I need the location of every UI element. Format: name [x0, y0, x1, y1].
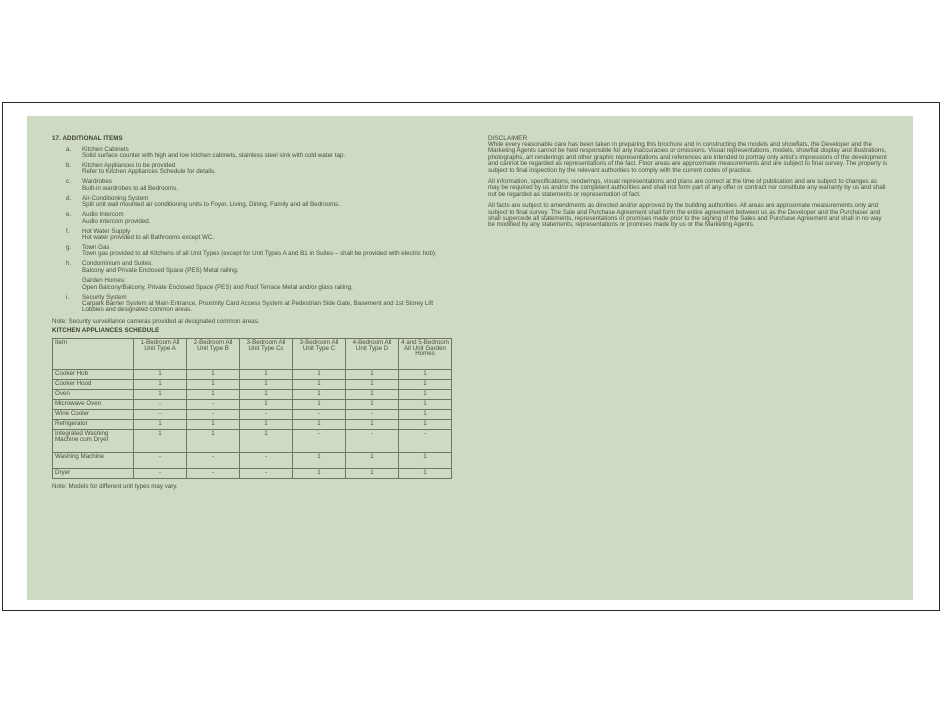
- item-description: Audio intercom provided.: [82, 217, 151, 225]
- table-cell: 1: [399, 379, 452, 389]
- list-item: [52, 295, 452, 314]
- item-sub-description: Open Balcony/Balcony, Private Enclosed Space (PES) and Roof Terrace Metal and/or glass railing.: [82, 283, 353, 291]
- item-marker: b.: [66, 162, 72, 169]
- table-cell: 1: [293, 419, 346, 429]
- item-marker: i.: [66, 293, 70, 301]
- row-item-name: Integrated Washing Machine cum Dryer: [53, 429, 134, 452]
- row-item-name: Dryer: [53, 468, 134, 478]
- item-marker: g.: [66, 244, 72, 252]
- table-cell: 1: [399, 452, 452, 468]
- item-body: [82, 295, 452, 314]
- table-cell: 1: [240, 379, 293, 389]
- table-cell: 1: [134, 419, 187, 429]
- item-body: [82, 229, 452, 242]
- table-cell: 1: [399, 389, 452, 399]
- column-header: 1-Bedroom All Unit Type A: [134, 338, 187, 369]
- table-row: [53, 389, 452, 399]
- item-body: [82, 163, 452, 176]
- table-cell: 1: [346, 452, 399, 468]
- item-marker: a.: [66, 145, 72, 153]
- table-cell: 1: [134, 369, 187, 379]
- column-header: 4 and 5-Bedroom All Unit Garden Homes: [399, 338, 452, 369]
- table-cell: 1: [346, 389, 399, 399]
- table-row: [53, 429, 452, 452]
- item-description: Refer to Kitchen Appliances Schedule for details.: [82, 168, 216, 176]
- row-item-name: Wine Cooler: [53, 409, 134, 419]
- table-header-row: [53, 338, 452, 369]
- disclaimer-text: [488, 142, 888, 229]
- item-body: [82, 196, 452, 209]
- item-marker: h.: [66, 260, 72, 268]
- item-title: Audio Intercom: [82, 211, 124, 219]
- item-body: [82, 261, 452, 291]
- table-row: [53, 379, 452, 389]
- list-item: [52, 179, 452, 192]
- list-item: [52, 229, 452, 242]
- item-title: Wardrobes: [82, 178, 113, 186]
- item-title: Condominium and Suites:: [82, 260, 153, 268]
- disclaimer-title: DISCLAIMER: [488, 135, 528, 142]
- table-cell: 1: [399, 419, 452, 429]
- additional-items-list: [52, 147, 452, 314]
- table-cell: 1: [187, 429, 240, 452]
- item-description: Split unit wall mounted air conditioning units to Foyer, Living, Dining, Family and all Bedrooms.: [82, 201, 340, 209]
- table-cell: 1: [293, 399, 346, 409]
- table-row: [53, 419, 452, 429]
- item-description: Balcony and Private Enclosed Space (PES) Metal railing.: [82, 266, 239, 274]
- table-cell: 1: [134, 389, 187, 399]
- table-cell: 1: [134, 429, 187, 452]
- item-body: [82, 179, 452, 192]
- table-cell: 1: [346, 379, 399, 389]
- schedule-note: Note: Models for different unit types may vary.: [52, 482, 178, 490]
- row-item-name: Oven: [53, 389, 134, 399]
- table-cell: 1: [293, 379, 346, 389]
- table-cell: 1: [399, 468, 452, 478]
- column-header: 3-Bedroom All Unit Type Cc: [240, 338, 293, 369]
- row-item-name: Cooker Hood: [53, 379, 134, 389]
- item-title: Security System: [82, 293, 127, 301]
- item-body: [82, 245, 452, 258]
- kitchen-appliances-table: [52, 338, 452, 479]
- item-title: Kitchen Cabinets: [82, 145, 129, 153]
- row-item-name: Cooker Hob: [53, 369, 134, 379]
- item-marker: c.: [66, 178, 71, 186]
- disclaimer-column: [488, 135, 888, 229]
- table-cell: -: [187, 409, 240, 419]
- item-title: Hot Water Supply: [82, 227, 131, 235]
- table-cell: -: [134, 468, 187, 478]
- table-cell: -: [240, 409, 293, 419]
- table-cell: 1: [240, 389, 293, 399]
- table-cell: 1: [399, 369, 452, 379]
- table-row: [53, 409, 452, 419]
- security-note: Note: Security surveillance cameras provided at designated common areas.: [52, 317, 260, 325]
- table-cell: -: [293, 429, 346, 452]
- column-header: 3-Bedroom All Unit Type C: [293, 338, 346, 369]
- table-cell: 1: [240, 399, 293, 409]
- row-item-name: Washing Machine: [53, 452, 134, 468]
- table-cell: 1: [187, 389, 240, 399]
- table-cell: -: [187, 399, 240, 409]
- item-description: Hot water provided to all Bathrooms except WC.: [82, 234, 215, 242]
- table-cell: 1: [293, 452, 346, 468]
- table-cell: -: [134, 452, 187, 468]
- table-cell: -: [293, 409, 346, 419]
- list-item: [52, 163, 452, 176]
- table-cell: -: [187, 452, 240, 468]
- table-cell: 1: [346, 468, 399, 478]
- table-cell: 1: [187, 369, 240, 379]
- column-header: 4-Bedroom All Unit Type D: [346, 338, 399, 369]
- disclaimer-paragraph: All information, specifications, renderings, visual representations and plans are correct at the time of publication and are subject to changes as may be required by us and/or the competent authorities and shall not form part of any offer or contract nor constitute any warranty by us and shall not be regarded as statements or representation of fact.: [488, 178, 886, 198]
- list-item: [52, 245, 452, 258]
- item-marker: e.: [66, 211, 72, 219]
- item-description: Town gas provided to all Kitchens of all Unit Types (except for Unit Types A and B1 in Suites – shall be provided with electric hob).: [82, 250, 437, 258]
- table-cell: 1: [187, 379, 240, 389]
- list-item: [52, 196, 452, 209]
- item-title: Air-Conditioning System: [82, 194, 149, 202]
- list-item: [52, 261, 452, 291]
- table-cell: 1: [346, 419, 399, 429]
- item-marker: f.: [66, 227, 70, 235]
- item-description: Carpark Barrier System at Main Entrance, Proximity Card Access System at Pedestrian Side Gate, Basement and 1st Storey Lift Lobbies and designated common areas.: [82, 300, 434, 314]
- table-cell: 1: [399, 399, 452, 409]
- table-row: [53, 399, 452, 409]
- column-header: 2-Bedroom All Unit Type B: [187, 338, 240, 369]
- table-cell: 1: [240, 419, 293, 429]
- table-cell: -: [346, 409, 399, 419]
- table-row: [53, 369, 452, 379]
- table-cell: 1: [346, 399, 399, 409]
- table-cell: -: [240, 468, 293, 478]
- table-cell: 1: [187, 419, 240, 429]
- schedule-heading: KITCHEN APPLIANCES SCHEDULE: [52, 326, 160, 334]
- item-body: [82, 147, 452, 160]
- list-item: [52, 147, 452, 160]
- table-cell: 1: [240, 369, 293, 379]
- list-item: [52, 212, 452, 225]
- table-row: [53, 468, 452, 478]
- table-cell: 1: [240, 429, 293, 452]
- table-cell: 1: [293, 389, 346, 399]
- disclaimer-paragraph: While every reasonable care has been taken in preparing this brochure and in constructing the models and showflats, the Developer and the Marketing Agents cannot be held responsible for any inaccuracies or omissions. Visual representations, models, showflat display and illustrations, photographs, art renderings and other graphic representations and references are intended to portray only artist's impressions of the development and cannot be regarded as representations of the fact. Floor areas are approximate measurements and are subject to final survey. The property is subject to final inspection by the relevant authorities to comply with the current codes of practice.: [488, 141, 888, 174]
- row-item-name: Microwave Oven: [53, 399, 134, 409]
- table-cell: 1: [293, 468, 346, 478]
- disclaimer-paragraph: All facts are subject to amendments as directed and/or approved by the building authorities. All areas are approximate measurements only and subject to final survey. The Sale and Purchase Agreement shall form the entire agreement between us as the Developer and the Purchaser and shall supercede all statements, representations or promises made prior to the signing of the Sales and Purchase Agreement and shall in no way be modified by any statements, representations or promises made by us or the Marketing Agents.: [488, 202, 882, 229]
- table-cell: -: [187, 468, 240, 478]
- row-item-name: Refrigerator: [53, 419, 134, 429]
- item-body: [82, 212, 452, 225]
- table-cell: 1: [293, 369, 346, 379]
- item-marker: d.: [66, 194, 72, 202]
- column-header-item: Item: [53, 338, 134, 369]
- item-description: Built-in wardrobes to all Bedrooms.: [82, 184, 178, 192]
- item-subtitle: Garden Homes:: [82, 277, 126, 285]
- additional-items-column: [52, 135, 452, 490]
- item-title: Town Gas: [82, 244, 110, 252]
- item-title: Kitchen Appliances to be provided: [82, 162, 176, 169]
- section-heading: 17. ADDITIONAL ITEMS: [52, 135, 123, 142]
- table-cell: -: [399, 429, 452, 452]
- table-cell: -: [134, 409, 187, 419]
- table-cell: -: [134, 399, 187, 409]
- table-cell: 1: [346, 369, 399, 379]
- table-cell: 1: [134, 379, 187, 389]
- table-cell: -: [240, 452, 293, 468]
- table-row: [53, 452, 452, 468]
- table-cell: 1: [399, 409, 452, 419]
- item-description: Solid surface counter with high and low kitchen cabinets, stainless steel sink with cold water tap.: [82, 152, 346, 159]
- table-cell: -: [346, 429, 399, 452]
